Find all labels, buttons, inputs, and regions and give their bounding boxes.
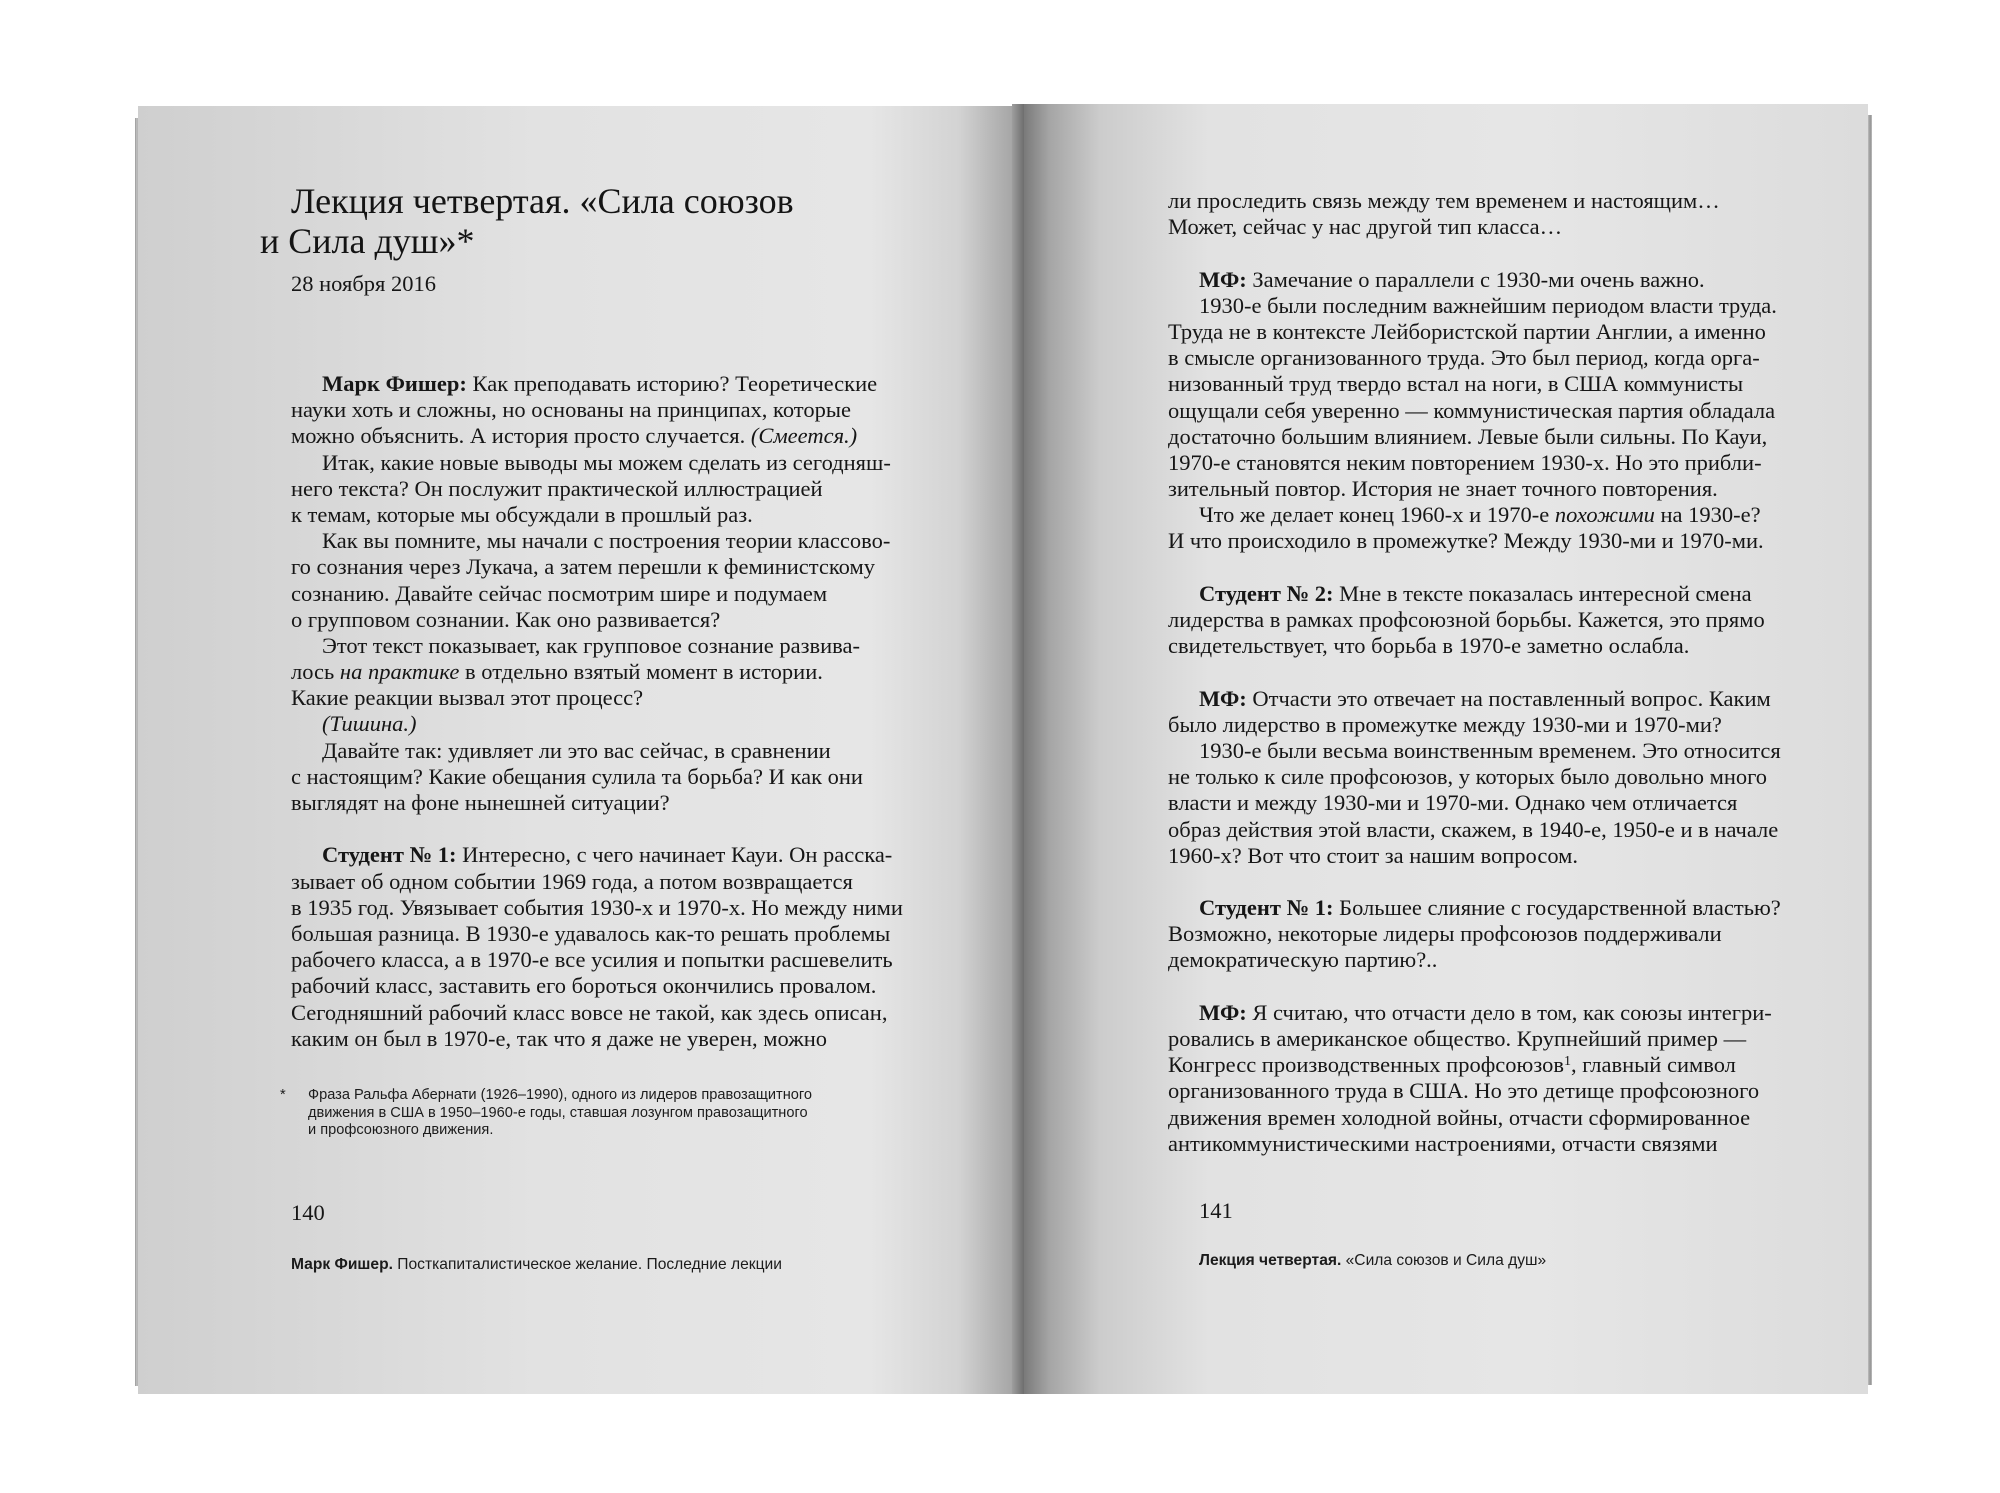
text-line: демократическую партию?.. bbox=[1168, 947, 1438, 973]
title-footnote-mark: * bbox=[456, 221, 475, 261]
speaker-name: Студент № 2: bbox=[1199, 580, 1334, 606]
footnote-reference: 1 bbox=[1563, 1054, 1571, 1070]
text-line: Студент № 1: Большее слияние с государственной властью? bbox=[1199, 895, 1781, 921]
text-line: Студент № 1: Интересно, с чего начинает Кауи. Он расска- bbox=[322, 842, 893, 868]
text-line: Марк Фишер: Как преподавать историю? Теоретические bbox=[322, 371, 878, 396]
text-line: каким он был в 1970-е, так что я даже не уверен, можно bbox=[291, 1025, 828, 1051]
text-line: Конгресс производственных профсоюзов$^1$, главный символ bbox=[1168, 1052, 1736, 1078]
text-line: Итак, какие новые выводы мы можем сделать из сегодняш- bbox=[322, 449, 891, 475]
text-line: можно объяснить. А история просто случается. (Смеется.) bbox=[291, 423, 858, 449]
text-line: лидерства в рамках профсоюзной борьбы. Кажется, это прямо bbox=[1168, 607, 1765, 632]
text-line: рабочий класс, заставить его бороться окончились провалом. bbox=[291, 973, 877, 999]
text-line: о групповом сознании. Как оно развивается? bbox=[291, 606, 721, 632]
text-line: Возможно, некоторые лидеры профсоюзов поддерживали bbox=[1168, 921, 1722, 947]
left-page bbox=[138, 106, 1030, 1394]
text-line: лось на практике в отдельно взятый момент в истории. bbox=[291, 659, 823, 685]
right-body-text bbox=[1168, 188, 1858, 1157]
text-line: было лидерство в промежутке между 1930-ми и 1970-ми? bbox=[1168, 711, 1722, 737]
text-line: 1960-х? Вот что стоит за нашим вопросом. bbox=[1168, 842, 1579, 868]
text-line: антикоммунистическими настроениями, отчасти связями bbox=[1168, 1130, 1718, 1156]
footnote-line: и профсоюзного движения. bbox=[308, 1122, 494, 1138]
footnote-mark: * bbox=[280, 1087, 286, 1103]
text-line: науки хоть и сложны, но основаны на принципах, которые bbox=[291, 397, 851, 423]
text-line: И что происходило в промежутке? Между 1930-ми и 1970-ми. bbox=[1168, 528, 1764, 554]
lecture-date: 28 ноября 2016 bbox=[291, 271, 437, 296]
text-line: рабочего класса, а в 1970-е все усилия и попытки расшевелить bbox=[291, 947, 893, 973]
speaker-name: Студент № 1: bbox=[322, 842, 457, 868]
text-line: не только к силе профсоюзов, у которых было довольно много bbox=[1168, 764, 1768, 790]
running-footer: Лекция четвертая. «Сила союзов и Сила душ» bbox=[1199, 1252, 1547, 1269]
text-line: Студент № 2: Мне в тексте показалась интересной смена bbox=[1199, 580, 1752, 606]
text-line: 1930-е были последним важнейшим периодом власти труда. bbox=[1199, 292, 1777, 318]
text-line: зывает об одном событии 1969 года, а потом возвращается bbox=[291, 868, 853, 894]
title-line-2: и Сила душ» bbox=[260, 221, 457, 261]
text-line: ощущали себя уверенно — коммунистическая партия обладала bbox=[1168, 397, 1776, 423]
left-body-text bbox=[291, 371, 1021, 1052]
text-line: движения времен холодной войны, отчасти сформированное bbox=[1168, 1104, 1751, 1130]
title-line-1: Лекция четвертая. «Сила союзов bbox=[291, 181, 794, 221]
text-line: ли проследить связь между тем временем и настоящим… bbox=[1168, 188, 1720, 213]
text-line: в смысле организованного труда. Это был период, когда орга- bbox=[1168, 345, 1760, 371]
text-line: МФ: Замечание о параллели с 1930-ми очень важно. bbox=[1199, 266, 1705, 292]
chapter-title bbox=[260, 181, 794, 261]
text-line: го сознания через Лукача, а затем перешли к феминистскому bbox=[291, 554, 875, 580]
text-line: 1930-е были весьма воинственным временем. Это относится bbox=[1199, 737, 1781, 763]
text-line: Может, сейчас у нас другой тип класса… bbox=[1168, 214, 1563, 240]
speaker-name: МФ: bbox=[1199, 266, 1247, 292]
text-line: образ действия этой власти, скажем, в 1940-е, 1950-е и в начале bbox=[1168, 816, 1779, 842]
text-line: зительный повтор. История не знает точного повторения. bbox=[1168, 476, 1718, 502]
text-line: ровались в американское общество. Крупнейший пример — bbox=[1168, 1026, 1747, 1051]
text-line: (Тишина.) bbox=[322, 711, 417, 737]
text-line: с настоящим? Какие обещания сулила та борьба? И как они bbox=[291, 763, 863, 789]
text-line: большая разница. В 1930-е удавалось как-то решать проблемы bbox=[291, 920, 891, 946]
text-line: власти и между 1930-ми и 1970-ми. Однако чем отличается bbox=[1168, 790, 1738, 816]
footnote-line: Фраза Ральфа Абернати (1926–1990), одного из лидеров правозащитного bbox=[308, 1087, 812, 1103]
text-line: 1970-е становятся неким повторением 1930-х. Но это прибли- bbox=[1168, 449, 1762, 475]
footnote-line: движения в США в 1950–1960-е годы, ставшая лозунгом правозащитного bbox=[308, 1104, 808, 1121]
text-line: Этот текст показывает, как групповое сознание развива- bbox=[322, 632, 860, 658]
page-number: 141 bbox=[1199, 1198, 1233, 1223]
text-line: него текста? Он послужит практической иллюстрацией bbox=[291, 475, 823, 501]
text-line: Что же делает конец 1960-х и 1970-е похожими на 1930-е? bbox=[1199, 502, 1761, 528]
speaker-name: Студент № 1: bbox=[1199, 895, 1334, 921]
text-line: МФ: Я считаю, что отчасти дело в том, как союзы интегри- bbox=[1199, 999, 1772, 1025]
text-line: Как вы помните, мы начали с построения теории классово- bbox=[322, 528, 891, 554]
text-line: достаточно большим влиянием. Левые были сильны. По Кауи, bbox=[1168, 423, 1768, 449]
text-line: организованного труда в США. Но это детище профсоюзного bbox=[1168, 1078, 1760, 1104]
text-line: сознанию. Давайте сейчас посмотрим шире и подумаем bbox=[291, 580, 828, 606]
text-line: низованный труд твердо встал на ноги, в США коммунисты bbox=[1168, 371, 1744, 397]
text-line: к темам, которые мы обсуждали в прошлый раз. bbox=[291, 501, 753, 527]
speaker-name: Марк Фишер: bbox=[322, 371, 467, 396]
text-line: в 1935 год. Увязывает события 1930-х и 1970-х. Но между ними bbox=[291, 894, 903, 920]
text-line: выглядят на фоне нынешней ситуации? bbox=[291, 790, 670, 815]
right-page bbox=[1024, 104, 1868, 1394]
text-line: Давайте так: удивляет ли это вас сейчас, в сравнении bbox=[322, 737, 831, 763]
running-footer: Марк Фишер. Посткапиталистическое желание. Последние лекции bbox=[291, 1256, 782, 1273]
text-line: свидетельствует, что борьба в 1970-е заметно ослабла. bbox=[1168, 633, 1690, 659]
text-line: МФ: Отчасти это отвечает на поставленный вопрос. Каким bbox=[1199, 685, 1771, 711]
text-line: Какие реакции вызвал этот процесс? bbox=[291, 685, 644, 711]
page-number: 140 bbox=[291, 1200, 325, 1225]
text-line: Труда не в контексте Лейбористской партии Англии, а именно bbox=[1168, 318, 1766, 344]
speaker-name: МФ: bbox=[1199, 999, 1247, 1025]
text-line: Сегодняшний рабочий класс вовсе не такой, как здесь описан, bbox=[291, 999, 888, 1025]
speaker-name: МФ: bbox=[1199, 685, 1247, 711]
